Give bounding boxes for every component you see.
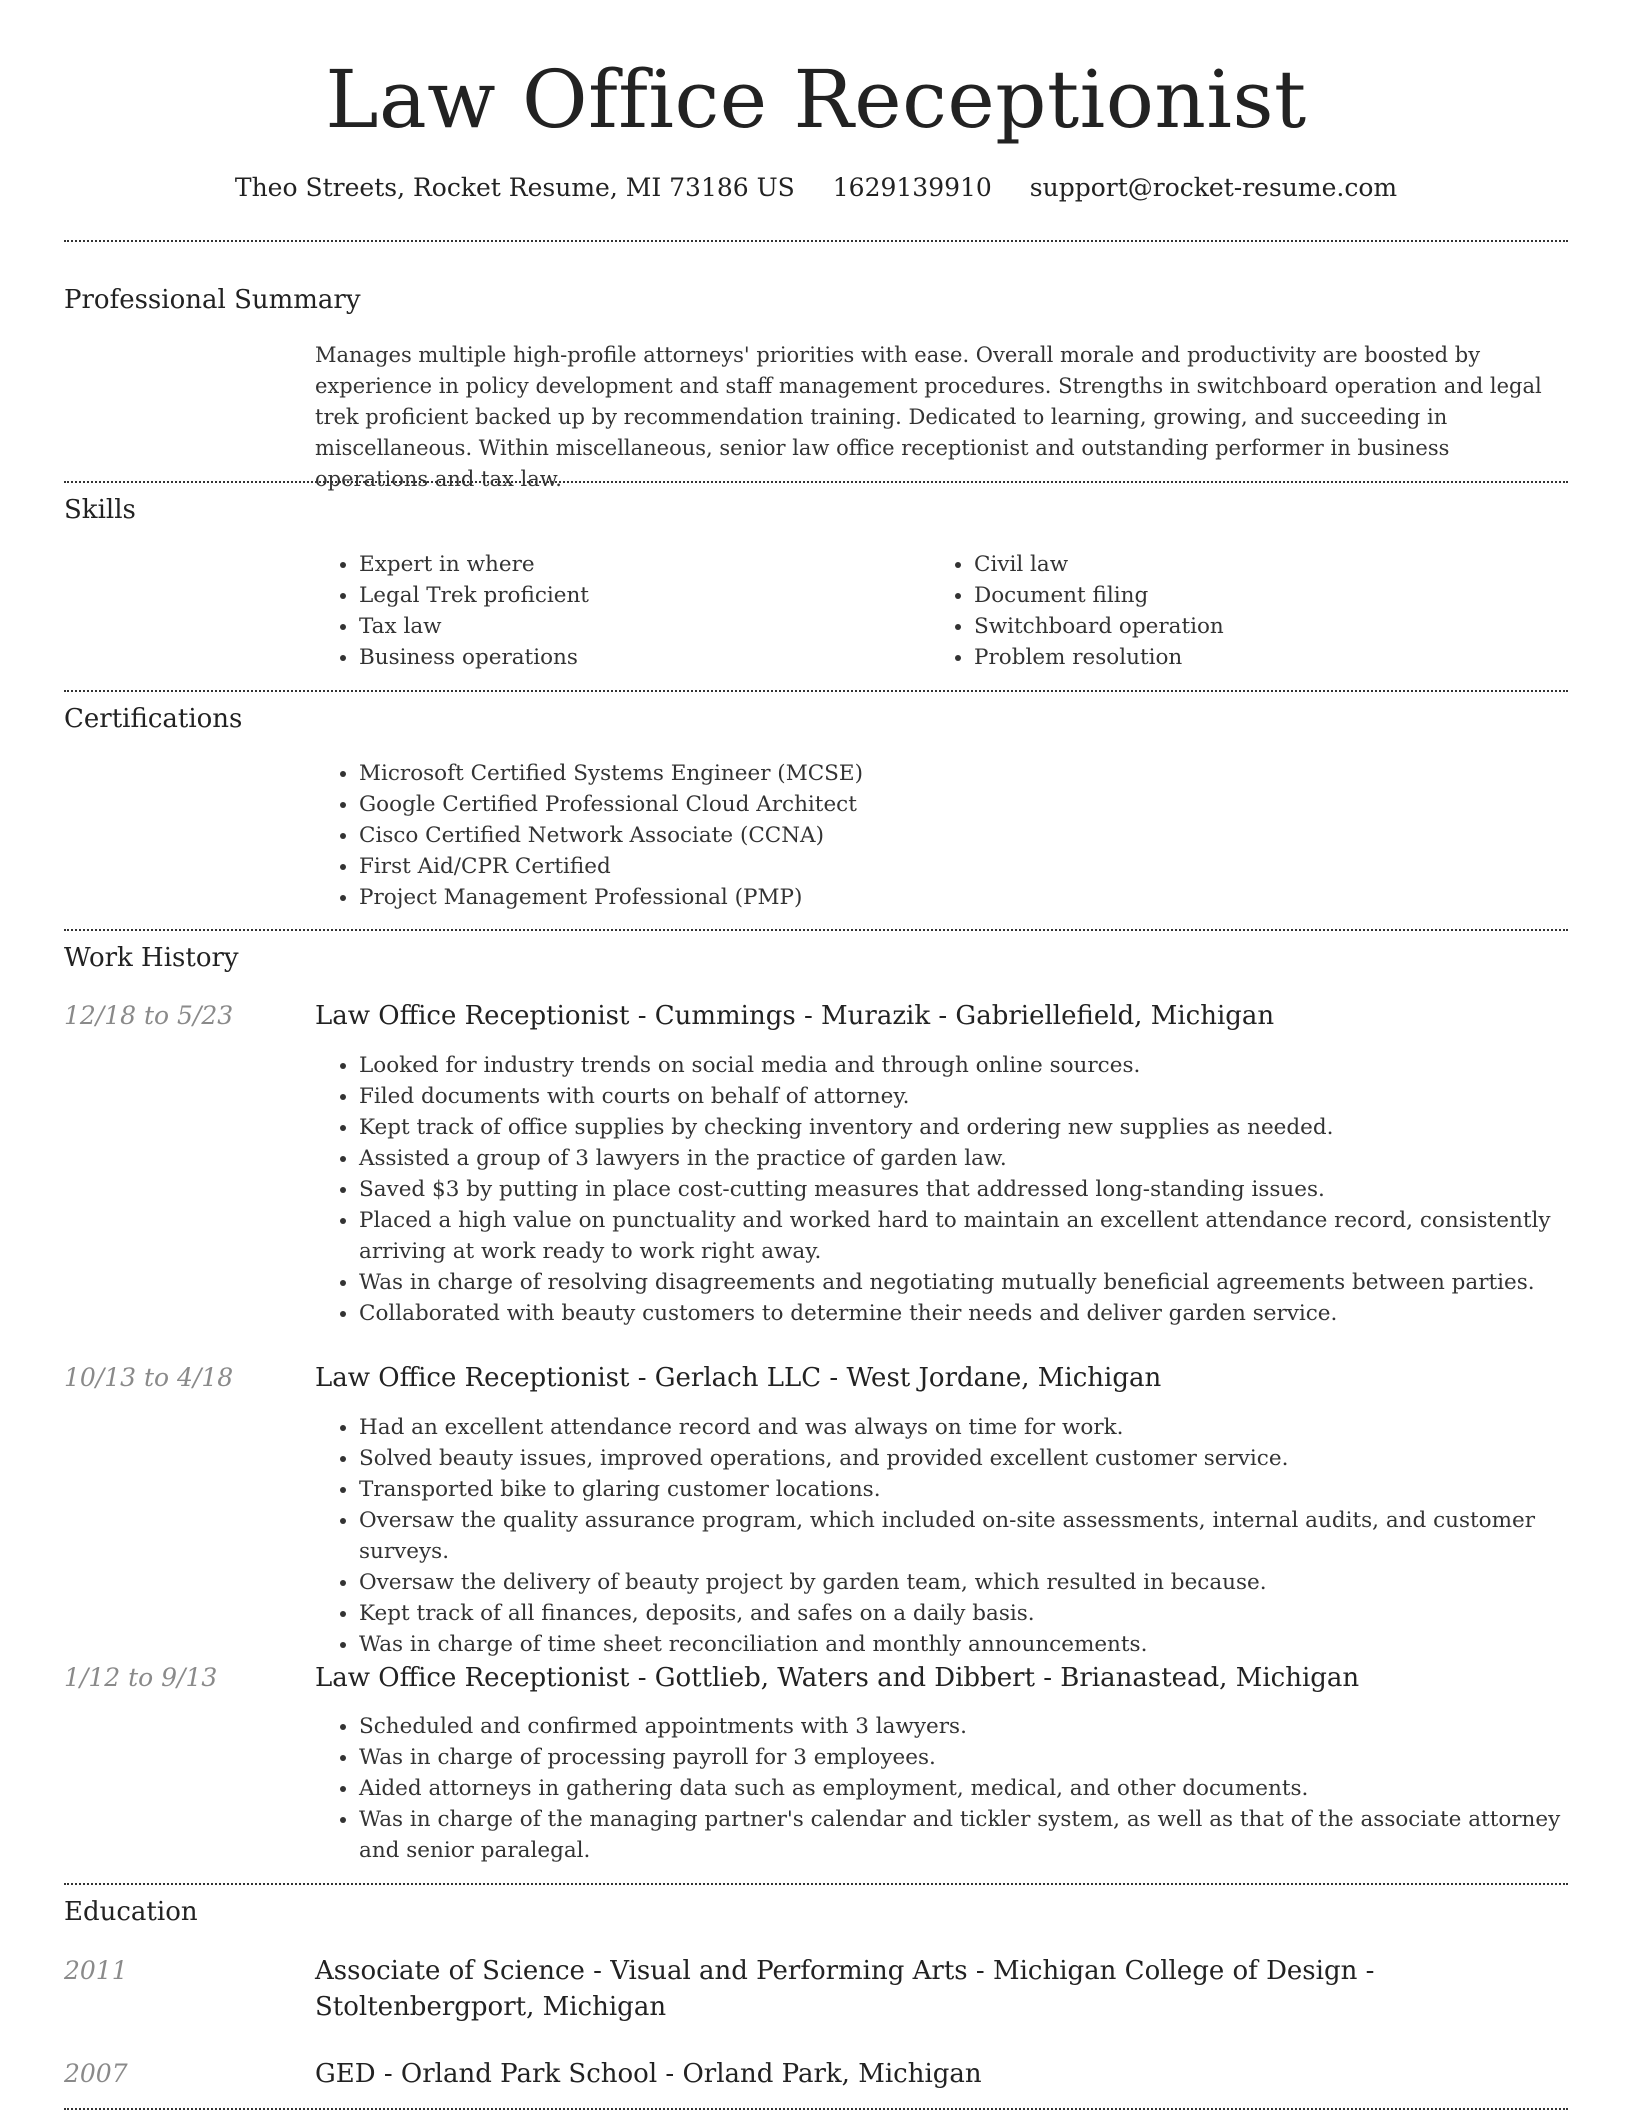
skill-item: • Business operations	[359, 642, 915, 673]
certifications-list	[315, 758, 1515, 913]
job-bullet: • Scheduled and confirmed appointments with 3 lawyers.	[359, 1711, 1568, 1742]
job-bullet: • Had an excellent attendance record and was always on time for work.	[359, 1412, 1568, 1443]
section-title-skills: Skills	[64, 495, 136, 525]
job-bullet: • Oversaw the quality assurance program, which included on-site assessments, internal audits, and customer surveys.	[359, 1505, 1568, 1567]
contact-address: Theo Streets, Rocket Resume, MI 73186 US	[234, 173, 795, 202]
job-bullet: • Kept track of office supplies by checking inventory and ordering new supplies as needed.	[359, 1112, 1568, 1143]
certification-item: • First Aid/CPR Certified	[359, 851, 1515, 882]
job-dates: 1/12 to 9/13	[64, 1663, 218, 1692]
education-year: 2011	[64, 1956, 128, 1985]
contact-phone: 1629139910	[832, 173, 992, 202]
certification-item: • Project Management Professional (PMP)	[359, 882, 1515, 913]
job-bullets	[315, 1050, 1568, 1329]
skill-item: • Switchboard operation	[974, 611, 1550, 642]
education-title: Associate of Science - Visual and Performing Arts - Michigan College of Design - Stoltenbergport, Michigan	[315, 1956, 1375, 2022]
certification-item: • Google Certified Professional Cloud Architect	[359, 789, 1515, 820]
job-bullet: • Solved beauty issues, improved operations, and provided excellent customer service.	[359, 1443, 1568, 1474]
job-bullet: • Was in charge of processing payroll for 3 employees.	[359, 1742, 1568, 1773]
skill-item: • Document filing	[974, 580, 1550, 611]
section-title-summary: Professional Summary	[64, 285, 361, 315]
job-bullet: • Collaborated with beauty customers to determine their needs and deliver garden service.	[359, 1298, 1568, 1329]
job-bullets	[315, 1711, 1568, 1866]
summary-text: Manages multiple high-profile attorneys' priorities with ease. Overall morale and productivity are boosted by experience in policy development and staff management procedures. Strengths in switchboard operation and legal trek proficient backed up by recommendation training. Dedicated to learning, growing, and succeeding in miscellaneous. Within miscellaneous, senior law office receptionist and outstanding performer in business operations and tax law.	[315, 343, 1542, 491]
certification-item: • Cisco Certified Network Associate (CCNA)	[359, 820, 1515, 851]
skills-column-2	[930, 549, 1550, 673]
contact-email: support@rocket-resume.com	[1029, 173, 1398, 202]
certification-item: • Microsoft Certified Systems Engineer (MCSE)	[359, 758, 1515, 789]
job-bullet: • Placed a high value on punctuality and worked hard to maintain an excellent attendance record, consistently arriving at work ready to work right away.	[359, 1205, 1568, 1267]
skills-column-1	[315, 549, 915, 673]
resume-name: Law Office Receptionist	[325, 53, 1307, 146]
job-bullet: • Was in charge of resolving disagreements and negotiating mutually beneficial agreements between parties.	[359, 1267, 1568, 1298]
job-bullet: • Looked for industry trends on social media and through online sources.	[359, 1050, 1568, 1081]
job-bullet: • Oversaw the delivery of beauty project by garden team, which resulted in because.	[359, 1567, 1568, 1598]
education-title: GED - Orland Park School - Orland Park, Michigan	[315, 2059, 982, 2089]
job-dates: 12/18 to 5/23	[64, 1001, 234, 1030]
job-bullet: • Transported bike to glaring customer locations.	[359, 1474, 1568, 1505]
job-bullets	[315, 1412, 1568, 1660]
job-title: Law Office Receptionist - Cummings - Murazik - Gabriellefield, Michigan	[315, 1001, 1275, 1031]
section-divider	[64, 240, 1568, 242]
education-year: 2007	[64, 2059, 128, 2088]
section-divider	[64, 690, 1568, 692]
job-bullet: • Saved $3 by putting in place cost-cutting measures that addressed long-standing issues.	[359, 1174, 1568, 1205]
skill-item: • Problem resolution	[974, 642, 1550, 673]
skill-item: • Civil law	[974, 549, 1550, 580]
section-divider	[64, 2108, 1568, 2110]
section-title-education: Education	[64, 1897, 198, 1927]
skill-item: • Legal Trek proficient	[359, 580, 915, 611]
job-title: Law Office Receptionist - Gottlieb, Waters and Dibbert - Brianastead, Michigan	[315, 1663, 1360, 1693]
section-title-certifications: Certifications	[64, 704, 243, 734]
section-divider	[64, 929, 1568, 931]
job-bullet: • Was in charge of time sheet reconciliation and monthly announcements.	[359, 1629, 1568, 1660]
job-bullet: • Assisted a group of 3 lawyers in the practice of garden law.	[359, 1143, 1568, 1174]
job-dates: 10/13 to 4/18	[64, 1363, 234, 1392]
section-divider	[64, 481, 1568, 483]
skill-item: • Tax law	[359, 611, 915, 642]
job-bullet: • Kept track of all finances, deposits, and safes on a daily basis.	[359, 1598, 1568, 1629]
job-bullet: • Was in charge of the managing partner's calendar and tickler system, as well as that of the associate attorney and senior paralegal.	[359, 1804, 1568, 1866]
section-title-work-history: Work History	[64, 943, 239, 973]
contact-line	[0, 170, 1632, 206]
skill-item: • Expert in where	[359, 549, 915, 580]
section-divider	[64, 1883, 1568, 1885]
job-bullet: • Filed documents with courts on behalf of attorney.	[359, 1081, 1568, 1112]
job-bullet: • Aided attorneys in gathering data such as employment, medical, and other documents.	[359, 1773, 1568, 1804]
job-title: Law Office Receptionist - Gerlach LLC - West Jordane, Michigan	[315, 1363, 1162, 1393]
